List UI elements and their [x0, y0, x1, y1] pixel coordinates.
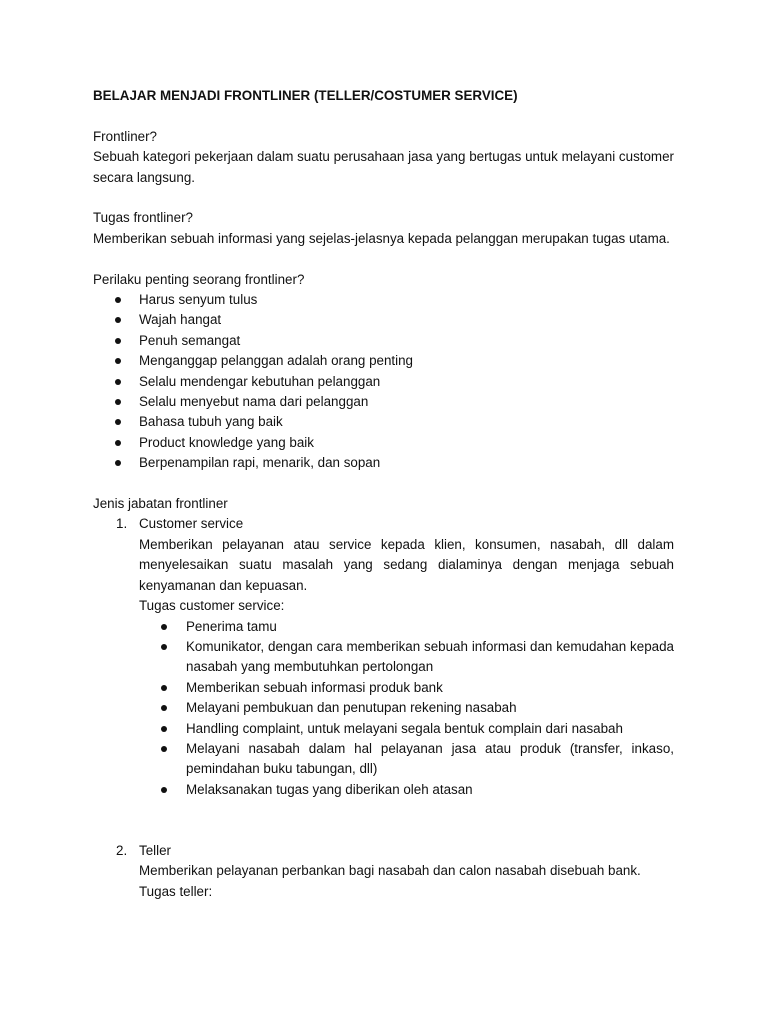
list-item: Penuh semangat: [93, 331, 674, 351]
list-number: 2.: [116, 842, 128, 858]
list-item: Product knowledge yang baik: [93, 433, 674, 453]
jenis-list: [93, 514, 674, 902]
position-tasks-heading: Tugas teller:: [139, 883, 213, 899]
list-item: Wajah hangat: [93, 310, 674, 330]
frontliner-body: Sebuah kategori pekerjaan dalam suatu perusahaan jasa yang bertugas untuk melayani customer secara langsung.: [93, 149, 674, 185]
list-item: Harus senyum tulus: [93, 290, 674, 310]
list-item: Menganggap pelanggan adalah orang penting: [93, 351, 674, 371]
position-tasks-list: [139, 617, 674, 801]
position-tasks-heading: Tugas customer service:: [139, 598, 285, 614]
list-item: Berpenampilan rapi, menarik, dan sopan: [93, 453, 674, 473]
tugas-heading: Tugas frontliner?: [93, 210, 193, 226]
list-item: Melayani nasabah dalam hal pelayanan jasa atau produk (transfer, inkaso, pemindahan buku tabungan, dll): [139, 739, 674, 780]
perilaku-list: [93, 290, 674, 474]
position-name: Customer service: [139, 516, 244, 532]
list-item: Melaksanakan tugas yang diberikan oleh atasan: [139, 780, 674, 800]
list-item: Handling complaint, untuk melayani segala bentuk complain dari nasabah: [139, 719, 674, 739]
list-item: Komunikator, dengan cara memberikan sebuah informasi dan kemudahan kepada nasabah yang membutuhkan pertolongan: [139, 637, 674, 678]
position-description: Memberikan pelayanan perbankan bagi nasabah dan calon nasabah disebuah bank.: [139, 863, 641, 879]
frontliner-heading: Frontliner?: [93, 128, 158, 144]
position-description: Memberikan pelayanan atau service kepada klien, konsumen, nasabah, dll dalam menyelesaikan suatu masalah yang sedang dialaminya dengan menjaga sebuah kenyamanan dan kepuasan.: [139, 536, 674, 593]
list-item: Memberikan sebuah informasi produk bank: [139, 678, 674, 698]
list-item: Melayani pembukuan dan penutupan rekening nasabah: [139, 698, 674, 718]
tugas-body: Memberikan sebuah informasi yang sejelas-jelasnya kepada pelanggan merupakan tugas utama.: [93, 230, 670, 246]
list-item: Selalu menyebut nama dari pelanggan: [93, 392, 674, 412]
list-item: Selalu mendengar kebutuhan pelanggan: [93, 372, 674, 392]
position-name: Teller: [139, 842, 171, 858]
list-item: Bahasa tubuh yang baik: [93, 412, 674, 432]
position-customer-service: [93, 514, 674, 840]
perilaku-heading: Perilaku penting seorang frontliner?: [93, 271, 305, 287]
position-teller: [93, 841, 674, 902]
list-item: Penerima tamu: [139, 617, 674, 637]
list-number: 1.: [116, 516, 128, 532]
jenis-heading: Jenis jabatan frontliner: [93, 496, 228, 512]
document-content: [93, 86, 674, 902]
document-title: BELAJAR MENJADI FRONTLINER (TELLER/COSTUMER SERVICE): [93, 88, 518, 103]
